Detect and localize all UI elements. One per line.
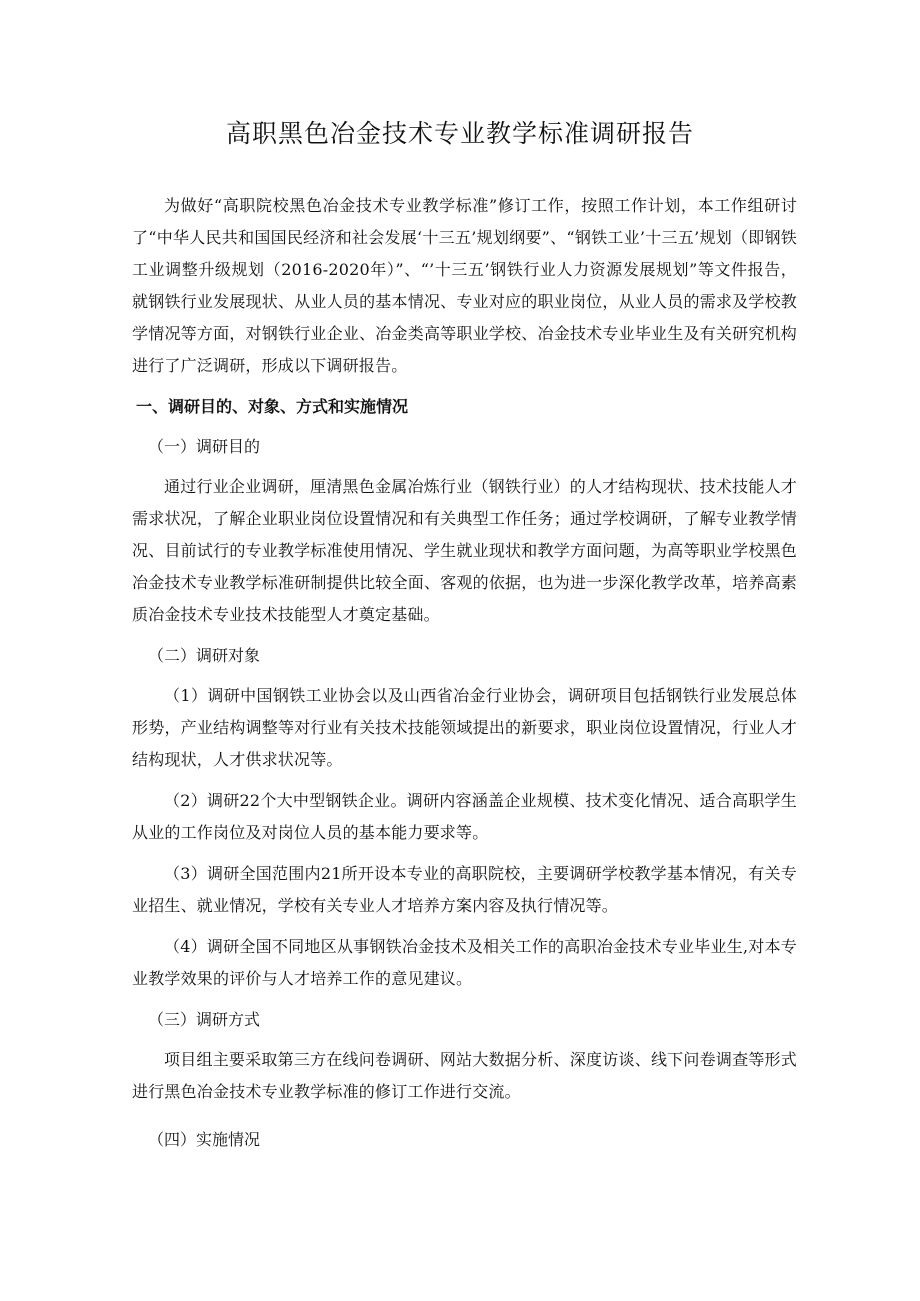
section-heading-1: 一、调研目的、对象、方式和实施情况 [136,397,409,416]
purpose-paragraph: 通过行业企业调研，厘清黑色金属冶炼行业（钢铁行业）的人才结构现状、技术技能人才需求状况，了解企业职业岗位设置情况和有关典型工作任务；通过学校调研，了解专业教学情况、目前试行的专业教学标准使用情况、学生就业现状和教学方面问题，为高等职业学校黑色冶金技术专业教学标准研制提供比较全面、客观的依据，也为进一步深化教学改革，培养高素质冶金技术专业技术技能型人才奠定基础。 [132,477,797,624]
document-body [132,190,797,1164]
intro-paragraph: 为做好“高职院校黑色冶金技术专业教学标准”修订工作，按照工作计划，本工作组研讨了“中华人民共和国国民经济和社会发展‘十三五’规划纲要”、“钢铁工业’十三五’规划（即钢铁工业调整升级规划（2016-2020年）”、“’十三五’钢铁行业人力资源发展规划”等文件报告，就钢铁行业发展现状、从业人员的基本情况、专业对应的职业岗位，从业人员的需求及学校教学情况等方面，对钢铁行业企业、冶金类高等职业学校、冶金技术专业毕业生及有关研究机构进行了广泛调研，形成以下调研报告。 [132,196,797,375]
target-item: （1）调研中国钢铁工业协会以及山西省冶金行业协会，调研项目包括钢铁行业发展总体形势，产业结构调整等对行业有关技术技能领域提出的新要求，职业岗位设置情况，行业人才结构现状，人才供求状况等。 [132,686,797,769]
subsection-heading-methods: （三）调研方式 [148,1010,261,1029]
subsection-heading-targets: （二）调研对象 [148,646,261,665]
document-title: 高职黑色冶金技术专业教学标准调研报告 [225,119,694,148]
target-item: （3）调研全国范围内21所开设本专业的高职院校，主要调研学校教学基本情况，有关专业招生、就业情况，学校有关专业人才培养方案内容及执行情况等。 [132,864,797,915]
subsection-heading-purpose: （一）调研目的 [148,437,261,456]
methods-paragraph: 项目组主要采取第三方在线问卷调研、网站大数据分析、深度访谈、线下问卷调查等形式进行黑色冶金技术专业教学标准的修订工作进行交流。 [132,1050,797,1101]
subsection-heading-implementation: （四）实施情况 [148,1130,261,1149]
target-item: （4）调研全国不同地区从事钢铁冶金技术及相关工作的高职冶金技术专业毕业生,对本专业教学效果的评价与人才培养工作的意见建议。 [132,937,797,988]
target-item: （2）调研22个大中型钢铁企业。调研内容涵盖企业规模、技术变化情况、适合高职学生从业的工作岗位及对岗位人员的基本能力要求等。 [132,791,797,842]
